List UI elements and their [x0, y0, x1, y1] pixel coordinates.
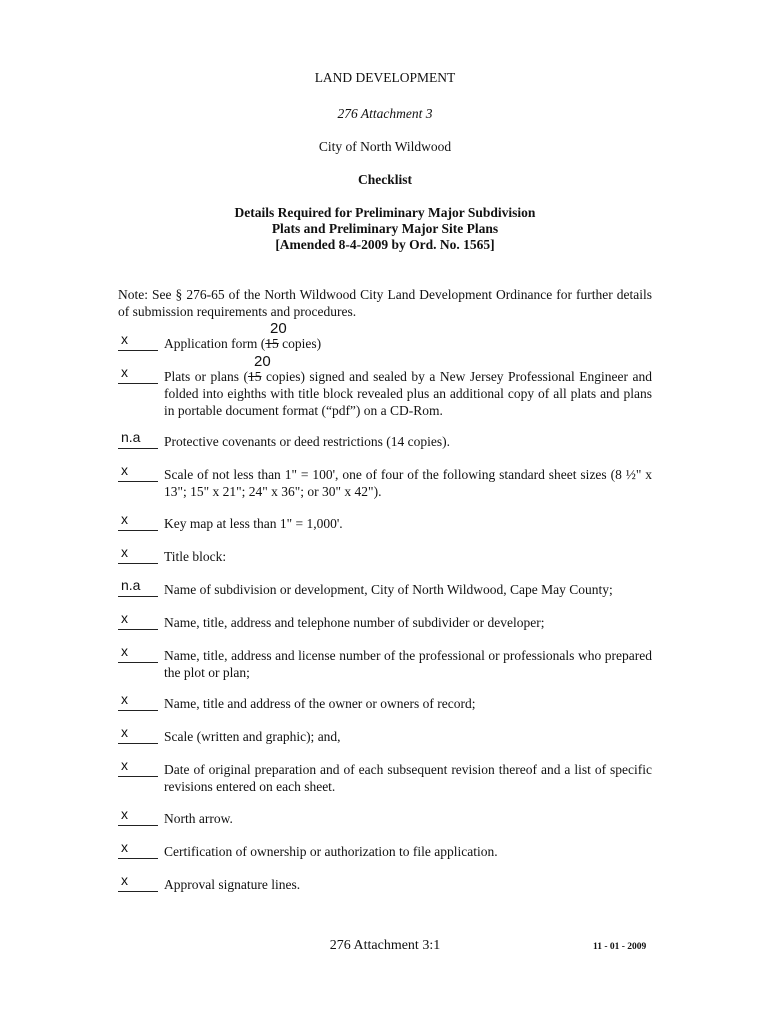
item-text: Title block:	[164, 549, 227, 564]
checkbox-blank[interactable]	[118, 806, 158, 826]
item-text: Key map at less than 1" = 1,000'.	[164, 516, 343, 531]
checkbox-blank[interactable]	[118, 511, 158, 531]
check-mark: x	[121, 757, 128, 773]
check-mark: x	[121, 544, 128, 560]
check-mark: x	[121, 462, 128, 478]
item-text: Scale (written and graphic); and,	[164, 729, 341, 744]
attachment-label: 276 Attachment 3	[337, 106, 433, 121]
item-text: Name, title, address and license number of the professional or professionals who prepared the plot or plan;	[164, 648, 652, 680]
check-mark: x	[121, 610, 128, 626]
item-text: Name, title, address and telephone number of subdivider or developer;	[164, 615, 545, 630]
item-text: Application form (15 copies)	[164, 336, 322, 351]
details-heading-line-2: Plats and Preliminary Major Site Plans	[271, 221, 499, 236]
city-name: City of North Wildwood	[318, 139, 452, 154]
checkbox-blank[interactable]	[118, 691, 158, 711]
checkbox-blank[interactable]	[118, 724, 158, 744]
item-text: Date of original preparation and of each subsequent revision thereof and a list of specific revisions entered on each sheet.	[164, 762, 652, 794]
check-mark: x	[121, 364, 128, 380]
item-text: Name, title and address of the owner or owners of record;	[164, 696, 476, 711]
handwritten-copies: 20	[270, 320, 287, 337]
struck-copies: 15	[265, 336, 279, 351]
checkbox-blank[interactable]	[118, 364, 158, 384]
note-paragraph: Note: See § 276-65 of the North Wildwood City Land Development Ordinance for further details of submission requirements and procedures.	[118, 287, 652, 319]
checkbox-blank[interactable]	[118, 757, 158, 777]
handwritten-copies: 20	[254, 353, 271, 370]
page-number: 276 Attachment 3:1	[329, 938, 441, 953]
checkbox-blank[interactable]	[118, 839, 158, 859]
amendment-line: [Amended 8-4-2009 by Ord. No. 1565]	[275, 237, 495, 252]
checkbox-blank[interactable]	[118, 577, 158, 597]
checkbox-blank[interactable]	[118, 872, 158, 892]
revision-date: 11 - 01 - 2009	[593, 942, 647, 952]
check-mark: x	[121, 691, 128, 707]
struck-copies: 15	[247, 369, 262, 384]
checkbox-blank[interactable]	[118, 610, 158, 630]
checkbox-blank[interactable]	[118, 331, 158, 351]
checklist-heading: Checklist	[358, 172, 412, 187]
check-mark: n.a	[121, 577, 141, 593]
item-text: Plats or plans (15 copies) signed and sealed by a New Jersey Professional Engineer and folded into eighths with title block revealed plus an additional copy of all plats and plans in portable document format (“pdf”) on a CD-Rom.	[164, 369, 652, 418]
check-mark: x	[121, 511, 128, 527]
check-mark: n.a	[121, 429, 141, 445]
item-text: Protective covenants or deed restrictions (14 copies).	[164, 434, 451, 449]
check-mark: x	[121, 643, 128, 659]
check-mark: x	[121, 724, 128, 740]
item-text: Certification of ownership or authorization to file application.	[164, 844, 498, 859]
checkbox-blank[interactable]	[118, 643, 158, 663]
check-mark: x	[121, 806, 128, 822]
item-text: North arrow.	[164, 811, 233, 826]
check-mark: x	[121, 331, 128, 347]
item-text: Name of subdivision or development, City of North Wildwood, Cape May County;	[164, 582, 613, 597]
check-mark: x	[121, 839, 128, 855]
details-heading-line-1: Details Required for Preliminary Major Subdivision	[234, 205, 536, 220]
checkbox-blank[interactable]	[118, 429, 158, 449]
checkbox-blank[interactable]	[118, 462, 158, 482]
check-mark: x	[121, 872, 128, 888]
document-title: LAND DEVELOPMENT	[314, 70, 456, 85]
item-text: Scale of not less than 1" = 100', one of four of the following standard sheet sizes (8 ½" x 13"; 15" x 21"; 24" x 36"; or 30" x 42").	[164, 467, 652, 499]
checkbox-blank[interactable]	[118, 544, 158, 564]
item-text: Approval signature lines.	[164, 877, 301, 892]
